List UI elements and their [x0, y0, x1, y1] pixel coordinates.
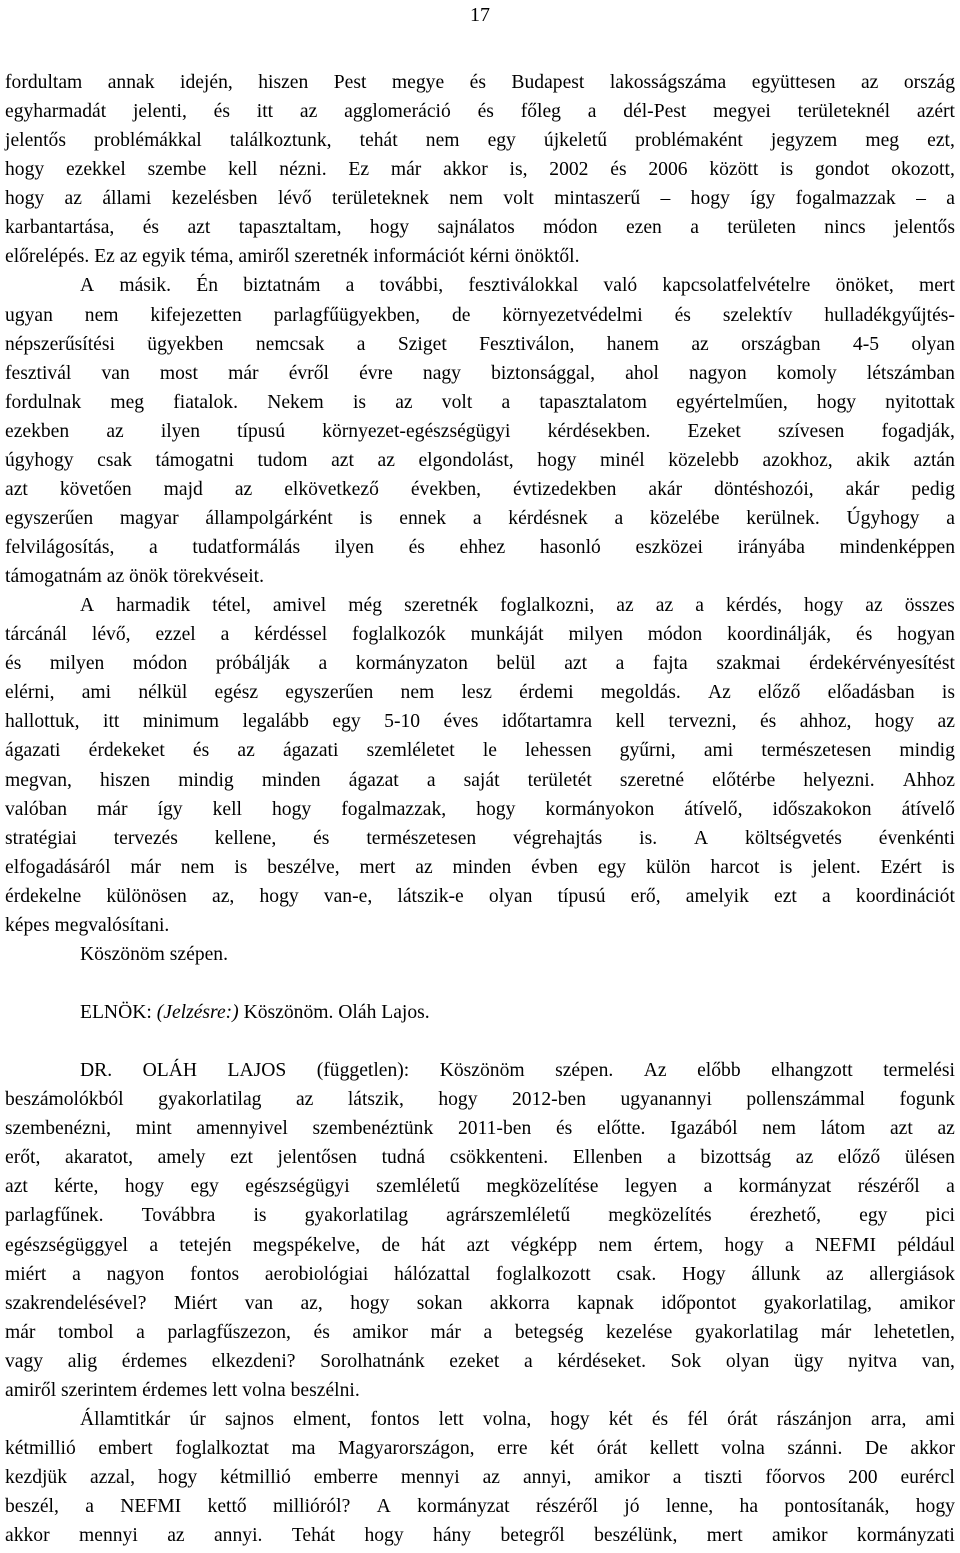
text-line: hogy az állami kezelésben lévő területeknek nem volt mintaszerű – hogy így fogalmazzak – a [5, 188, 955, 210]
text-line: parlagfűnek. Továbbra is gyakorlatilag agrárszemléletű megközelítés érezhető, egy pici [5, 1205, 955, 1227]
text-line: DR. OLÁH LAJOS (független): Köszönöm szépen. Az előbb elhangzott termelési [80, 1060, 955, 1082]
text-line: azt követően majd az elkövetkező években, évtizedekben akár döntéshozói, akár pedig [5, 478, 955, 500]
text-line: fordultam annak idején, hiszen Pest megye és Budapest lakosságszáma együttesen az ország [5, 72, 955, 93]
text-line: jelentős problémákkal találkoztunk, tehát nem egy újkeletű problémaként jegyzem meg ezt, [5, 130, 955, 152]
text-line: elérni, ami nélkül egész egyszerűen nem lesz érdemi megoldás. Az előző előadásban is [5, 682, 955, 704]
text-line: akkor mennyi az annyi. Tehát hogy hány betegről beszélünk, mert amikor kormányzati [5, 1525, 955, 1547]
text-line: A harmadik tétel, amivel még szeretnék foglalkozni, az az a kérdés, hogy az összes [80, 595, 955, 617]
text-line: ágazati érdekeket és az ágazati szemléletet le lehessen gyűrni, ami természetesen mindig [5, 740, 955, 762]
text-line: kezdjük azzal, hogy kétmillió emberre mennyi az annyi, amikor a tiszti főorvos 200 eurércl [5, 1467, 955, 1488]
text-line: fesztivál van most már évről évre nagy biztonsággal, ahol nagyon komoly létszámban [5, 362, 955, 384]
text-line: A másik. Én biztatnám a további, fesztiválokkal való kapcsolatfelvételre önöket, mert [80, 275, 955, 297]
chair-line [80, 998, 955, 1027]
text-line: egyharmadát jelenti, és itt az agglomeráció és főleg a dél-Pest megyei területeknél azért [5, 101, 955, 123]
text-line: felvilágosítás, a tudatformálás ilyen és ehhez hasonló eszközei irányába mindenképpen [5, 537, 955, 558]
spacer [5, 969, 955, 998]
document-body [5, 68, 955, 1550]
text-line: kétmillió embert foglalkoztat ma Magyarországon, erre két órát kellett volna szánni. De akkor [5, 1437, 955, 1459]
text-line: Köszönöm szépen. [80, 943, 229, 965]
text-line: azt kérte, hogy egy egészségügyi szemléletű megközelítése legyen a kormányzat részéről a [5, 1176, 955, 1198]
text-line: úgyhogy csak támogatni tudom azt az elgondolást, hogy minél közelebb azokhoz, akik aztán [5, 449, 955, 471]
text-line: képes megvalósítani. [5, 914, 170, 936]
text-line: egészségüggyel a tetején megspékelve, de hát azt végképp nem értem, hogy a NEFMI például [5, 1234, 955, 1256]
text-line: népszerűsítési ügyekben nemcsak a Sziget Fesztiválon, hanem az országban 4-5 olyan [5, 333, 955, 355]
text-line: stratégiai tervezés kellene, és természetesen végrehajtás is. A költségvetés évenkénti [5, 827, 955, 849]
text-line: ezekben az ilyen típusú környezet-egészségügyi kérdésekben. Ezeket szívesen fogadják, [5, 420, 955, 442]
spacer [5, 1027, 955, 1056]
text-line: tárcánál lévő, ezzel a kérdéssel foglalkozók munkáját milyen módon koordinálják, és hogyan [5, 624, 955, 646]
page-number: 17 [470, 4, 490, 26]
text-line: előrelépés. Ez az egyik téma, amiről szeretnék információt kérni önöktől. [5, 246, 580, 268]
text-line: szembenézni, mint amennyivel szembenéztünk 2011-ben és előtte. Igazából nem látom azt az [5, 1118, 955, 1140]
text-line: fordulnak meg fiatalok. Nekem is az volt a tapasztalatom egyértelműen, hogy nyitottak [5, 391, 955, 413]
text-line: karbantartása, és azt tapasztaltam, hogy sajnálatos módon ezen a területen nincs jelentős [5, 217, 955, 239]
text-line: hallottuk, itt minimum legalább egy 5-10 éves időtartamra kell tervezni, és ahhoz, hogy az [5, 711, 955, 733]
text-line: valóban már így kell hogy fogalmazzak, hogy kormányokon átívelő, időszakokon átívelő [5, 798, 955, 820]
text-line: érdekelne különösen az, hogy van-e, látszik-e olyan típusú erő, amelyik ezt a koordinációt [5, 885, 955, 907]
text-line: beszél, a NEFMI kettő millióról? A kormányzat részéről jó lenne, ha pontosítanák, hogy [5, 1496, 955, 1518]
stage-direction: (Jelzésre:) [156, 1002, 239, 1023]
text-line: támogatnám az önök törekvéseit. [5, 566, 264, 588]
text-line: már tombol a parlagfűszezon, és amikor már a betegség kezelése gyakorlatilag már lehetetlen, [5, 1321, 955, 1343]
text-line: ugyan nem kifejezetten parlagfűügyekben, de környezetvédelmi és szelektív hulladékgyűjtés- [5, 304, 955, 326]
text-line: miért a nagyon fontos aerobiológiai hálózattal foglalkozott csak. Hogy állunk az allergiások [5, 1263, 955, 1285]
text-line: megvan, hiszen mindig minden ágazat a saját területét szeretné előtérbe helyezni. Ahhoz [5, 769, 955, 791]
text-line: elfogadásáról már nem is beszélve, mert az minden évben egy külön harcot is jelent. Ezért is [5, 856, 955, 878]
speaker-label: ELNÖK: [80, 1002, 157, 1023]
text-line: vagy alig érdemes elkezdeni? Sorolhatnánk ezeket a kérdéseket. Sok olyan ügy nyitva van, [5, 1350, 955, 1372]
text-line: egyszerűen magyar állampolgárként is ennek a kérdésnek a közelébe kerülnek. Úgyhogy a [5, 507, 955, 529]
text-line: szakrendelésével? Miért van az, hogy sokan akkorra kapnak időpontot gyakorlatilag, amikor [5, 1292, 955, 1314]
text-line: hogy ezekkel szembe kell nézni. Ez már akkor is, 2002 és 2006 között is gondot okozott, [5, 159, 955, 181]
text-line: erőt, akaratot, amely ezt jelentősen tudná csökkenteni. Ellenben a bizottság az előző ülésen [5, 1147, 955, 1169]
text-line: és milyen módon próbálják a kormányzaton belül azt a fajta szakmai érdekérvényesítést [5, 653, 955, 675]
text-line: beszámolókból gyakorlatilag az látszik, hogy 2012-ben ugyanannyi pollenszámmal fogunk [5, 1089, 955, 1111]
text-line: amiről szerintem érdemes lett volna beszélni. [5, 1379, 360, 1401]
chair-text: Köszönöm. Oláh Lajos. [238, 1002, 430, 1023]
text-line: Államtitkár úr sajnos elment, fontos lett volna, hogy két és fél órát rászánjon arra, ami [80, 1408, 955, 1430]
